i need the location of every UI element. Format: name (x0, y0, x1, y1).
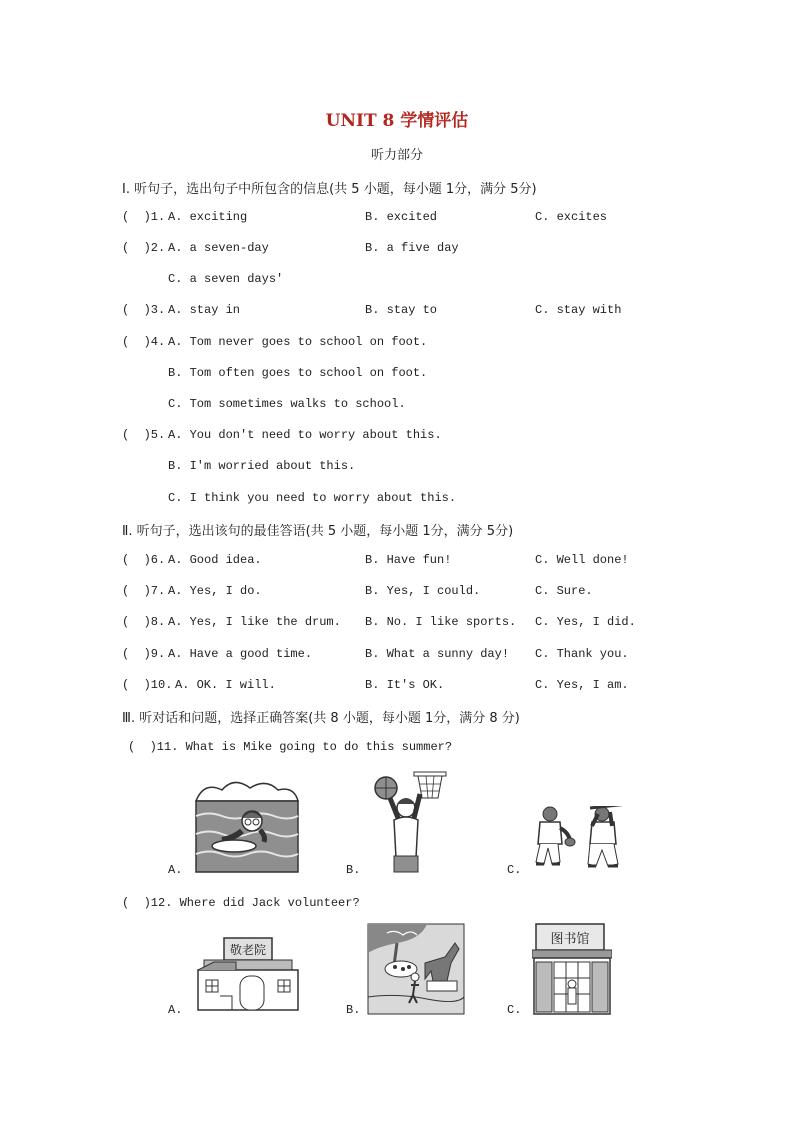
q7-option-b: B. Yes, I could. (365, 584, 481, 598)
q6-option-a: A. Good idea. (168, 553, 262, 567)
q11-label-b: B. (346, 863, 361, 877)
q9-option-b: B. What a sunny day! (365, 647, 510, 661)
q7-option-a: A. Yes, I do. (168, 584, 262, 598)
section-subtitle: 听力部分 (370, 148, 423, 163)
q11-question: ( )11. What is Mike going to do this summer? (128, 740, 453, 754)
q5-option-c: C. I think you need to worry about this. (168, 491, 457, 505)
q2-option-b: B. a five day (365, 241, 459, 255)
q2-number: ( )2. (122, 241, 166, 255)
library-sign: 图书馆 (550, 932, 590, 947)
q12-label-a: A. (168, 1003, 183, 1017)
q12-question: ( )12. Where did Jack volunteer? (122, 896, 360, 910)
q5-option-a: A. You don't need to worry about this. (168, 428, 442, 442)
section-1-heading: Ⅰ. 听句子，选出句子中所包含的信息(共 5 小题，每小题 1分，满分 5分) (122, 182, 537, 197)
q1-number: ( )1. (122, 210, 166, 224)
q4-option-c: C. Tom sometimes walks to school. (168, 397, 406, 411)
q3-option-c: C. stay with (535, 303, 622, 317)
q12-label-c: C. (507, 1003, 522, 1017)
q10-number: ( )10. (122, 678, 173, 692)
park-picture (367, 923, 465, 1015)
q3-option-a: A. stay in (168, 303, 241, 317)
q11-label-a: A. (168, 863, 183, 877)
baseball-picture (532, 806, 634, 872)
q6-option-b: B. Have fun! (365, 553, 452, 567)
q5-option-b: B. I'm worried about this. (168, 459, 356, 473)
q9-number: ( )9. (122, 647, 166, 661)
q7-number: ( )7. (122, 584, 166, 598)
q11-label-c: C. (507, 863, 522, 877)
q8-option-b: B. No. I like sports. (365, 615, 517, 629)
q10-option-b: B. It's OK. (365, 678, 445, 692)
q7-option-c: C. Sure. (535, 584, 593, 598)
q3-number: ( )3. (122, 303, 166, 317)
q4-option-a: A. Tom never goes to school on foot. (168, 335, 428, 349)
q10-option-c: C. Yes, I am. (535, 678, 629, 692)
q5-number: ( )5. (122, 428, 166, 442)
page-title: UNIT 8 学情评估 (325, 111, 469, 131)
q10-option-a: A. OK. I will. (175, 678, 276, 692)
section-2-heading: Ⅱ. 听句子，选出该句的最佳答语(共 5 小题，每小题 1分，满分 5分) (122, 524, 514, 539)
section-3-heading: Ⅲ. 听对话和问题，选择正确答案(共 8 小题，每小题 1分，满分 8 分) (122, 711, 520, 726)
nursing-home-sign: 敬老院 (229, 943, 267, 957)
q6-option-c: C. Well done! (535, 553, 629, 567)
nursing-home-picture (196, 936, 300, 1012)
q1-option-c: C. excites (535, 210, 608, 224)
basketball-picture (370, 770, 450, 874)
q9-option-c: C. Thank you. (535, 647, 629, 661)
q3-option-b: B. stay to (365, 303, 438, 317)
swimming-picture (194, 776, 300, 874)
q4-number: ( )4. (122, 335, 166, 349)
q8-option-a: A. Yes, I like the drum. (168, 615, 341, 629)
q8-option-c: C. Yes, I did. (535, 615, 636, 629)
library-picture (532, 922, 612, 1016)
q4-option-b: B. Tom often goes to school on foot. (168, 366, 428, 380)
q1-option-a: A. exciting (168, 210, 248, 224)
q9-option-a: A. Have a good time. (168, 647, 313, 661)
q12-label-b: B. (346, 1003, 361, 1017)
q2-option-c: C. a seven days' (168, 272, 284, 286)
q6-number: ( )6. (122, 553, 166, 567)
q1-option-b: B. excited (365, 210, 438, 224)
q2-option-a: A. a seven-day (168, 241, 269, 255)
q8-number: ( )8. (122, 615, 166, 629)
